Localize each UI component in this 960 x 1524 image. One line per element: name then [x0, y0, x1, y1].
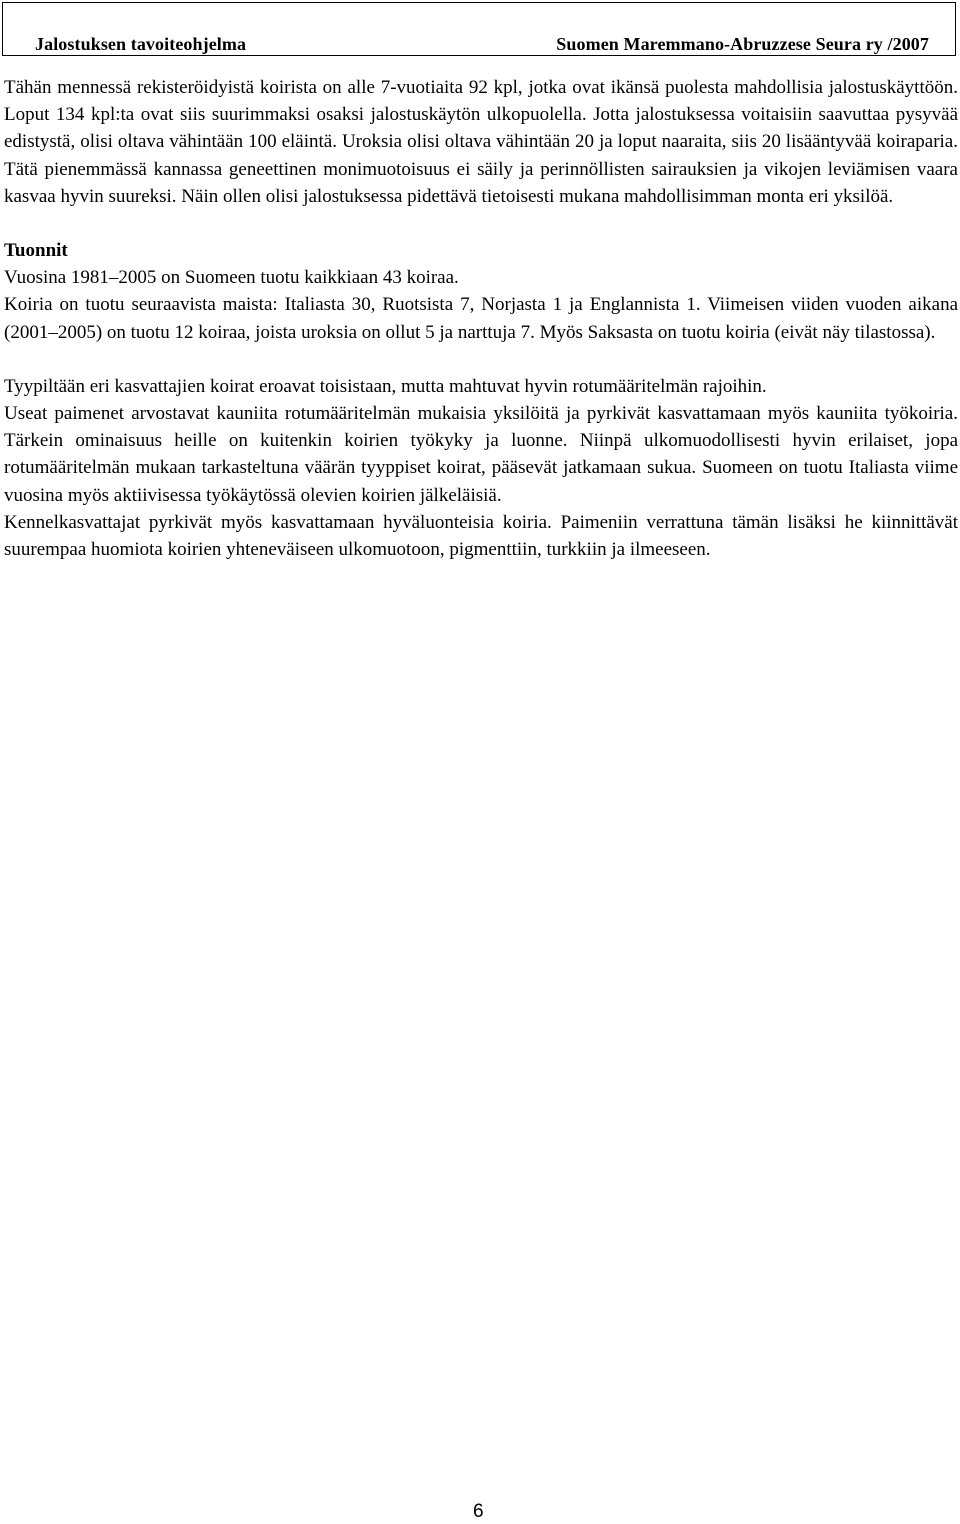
- paragraph-spacer: [4, 346, 958, 373]
- header-organization: Suomen Maremmano-Abruzzese Seura ry /2007: [556, 34, 929, 54]
- document-body: [4, 74, 958, 563]
- page-header: [2, 2, 956, 56]
- paragraph-kennel-breeders: Kennelkasvattajat pyrkivät myös kasvattamaan hyväluonteisia koiria. Paimeniin verrattuna tämän lisäksi he kiinnittävät suurempaa huomiota koirien yhteneväiseen ulkomuotoon, pigmenttiin, turkkiin ja ilmeeseen.: [4, 511, 958, 561]
- paragraph-breeding-population: Tähän mennessä rekisteröidyistä koirista on alle 7-vuotiaita 92 kpl, jotka ovat ikänsä puolesta mahdollisia jalostuskäyttöön. Loput 134 kpl:ta ovat siis suurimmaksi osaksi jalostuskäytön ulkopuolella. Jotta jalostuksessa voitaisiin saavuttaa pysyvää edistystä, olisi oltava vähintään 100 eläintä. Uroksia olisi oltava vähintään 20 ja loput naaraita, siis 20 lisääntyvää koiraparia. Tätä pienemmässä kannassa geneettinen monimuotoisuus ei säily ja perinnöllisten sairauksien ja vikojen leviämisen vaara kasvaa hyvin suureksi. Näin ollen olisi jalostuksessa pidettävä tietoisesti mukana mahdollisimman monta eri yksilöä.: [4, 77, 958, 207]
- header-document-title: Jalostuksen tavoiteohjelma: [35, 34, 247, 54]
- paragraph-spacer: [4, 210, 958, 237]
- paragraph-imports-total: Vuosina 1981–2005 on Suomeen tuotu kaikkiaan 43 koiraa.: [4, 267, 459, 289]
- page-number: 6: [473, 1501, 484, 1522]
- section-heading-tuonnit: Tuonnit: [4, 240, 68, 262]
- paragraph-imports-countries: Koiria on tuotu seuraavista maista: Italiasta 30, Ruotsista 7, Norjasta 1 ja Englannista 1. Viimeisen viiden vuoden aikana (2001–2005) on tuotu 12 koiraa, joista uroksia on ollut 5 ja narttuja 7. Myös Saksasta on tuotu koiria (eivät näy tilastossa).: [4, 294, 958, 343]
- paragraph-type-differences: Tyypiltään eri kasvattajien koirat eroavat toisistaan, mutta mahtuvat hyvin rotumääritelmän rajoihin.: [4, 375, 767, 397]
- paragraph-shepherds: Useat paimenet arvostavat kauniita rotumääritelmän mukaisia yksilöitä ja pyrkivät kasvattamaan myös kauniita työkoiria. Tärkein ominaisuus heille on kuitenkin koirien työkyky ja luonne. Niinpä ulkomuodollisesti hyvin erilaiset, jopa rotumääritelmän mukaan tarkasteltuna väärän tyyppiset koirat, pääsevät jatkamaan sukua. Suomeen on tuotu Italiasta viime vuosina myös aktiivisessa työkäytössä olevien koirien jälkeläisiä.: [4, 403, 958, 506]
